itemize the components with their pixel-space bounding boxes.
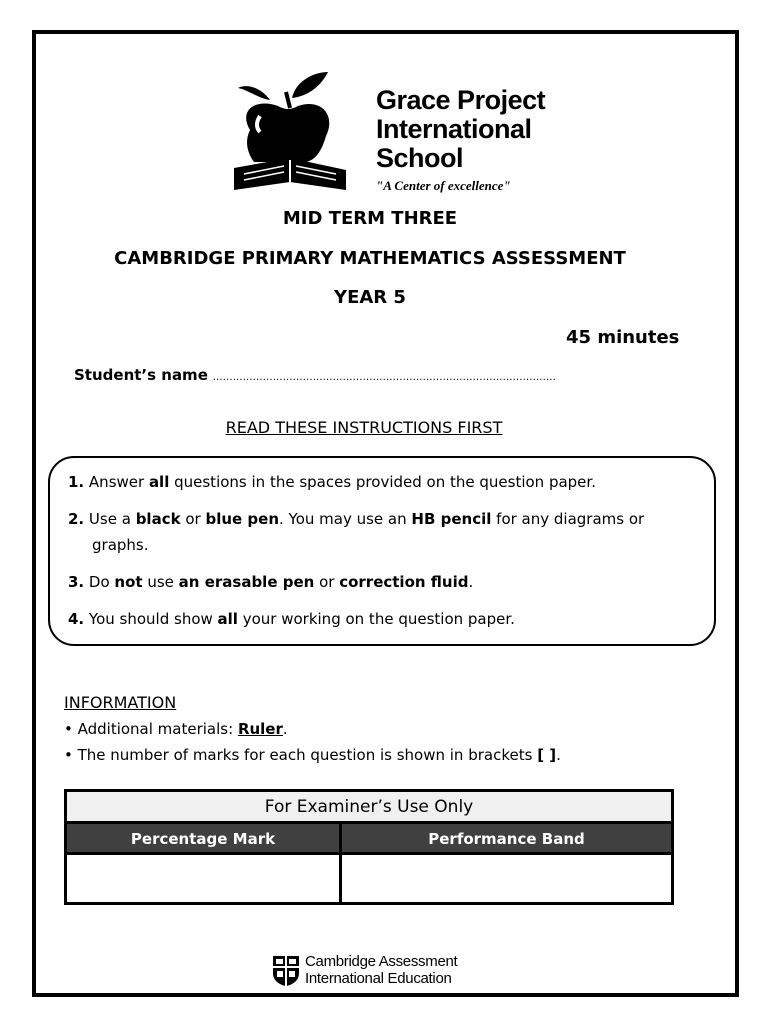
footer-line1: Cambridge Assessment — [305, 953, 458, 970]
apple-book-logo — [230, 70, 350, 192]
student-name-field[interactable] — [74, 366, 556, 384]
percentage-mark-cell[interactable] — [67, 855, 339, 902]
column-header-percentage: Percentage Mark — [67, 824, 339, 855]
column-header-performance: Performance Band — [342, 824, 671, 855]
student-name-dotted-line: …………………………….…………………………………………………………… — [212, 372, 556, 383]
school-name-line2: International — [376, 114, 532, 144]
information-heading: INFORMATION — [64, 693, 177, 712]
instruction-1: 1. Answer all questions in the spaces provided on the question paper. — [68, 473, 596, 491]
school-name — [376, 86, 545, 173]
instructions-heading: READ THESE INSTRUCTIONS FIRST — [225, 418, 503, 437]
examiner-table — [64, 789, 674, 905]
info-marks: • The number of marks for each question is shown in brackets [ ]. — [64, 746, 561, 764]
assessment-title: CAMBRIDGE PRIMARY MATHEMATICS ASSESSMENT — [114, 248, 626, 269]
cambridge-footer-text — [305, 953, 457, 987]
term-title: MID TERM THREE — [282, 208, 458, 229]
examiner-table-title: For Examiner’s Use Only — [67, 792, 671, 824]
school-name-line3: School — [376, 143, 464, 173]
info-additional-materials: • Additional materials: Ruler. — [64, 720, 288, 738]
student-name-label: Student’s name — [74, 366, 208, 384]
performance-band-cell[interactable] — [342, 855, 671, 902]
footer-line2: International Education — [305, 970, 452, 987]
instruction-4: 4. You should show all your working on the question paper. — [68, 610, 515, 628]
school-motto: "A Center of excellence" — [376, 178, 511, 193]
instruction-2-continuation: graphs. — [92, 536, 149, 554]
cambridge-crest-icon — [272, 955, 300, 987]
year-title: YEAR 5 — [334, 287, 406, 308]
duration: 45 minutes — [566, 327, 680, 348]
school-name-line1: Grace Project — [376, 85, 546, 115]
instruction-2: 2. Use a black or blue pen. You may use an HB pencil for any diagrams or — [68, 510, 645, 528]
instruction-3: 3. Do not use an erasable pen or correction fluid. — [68, 573, 474, 591]
table-column-divider — [339, 824, 342, 902]
